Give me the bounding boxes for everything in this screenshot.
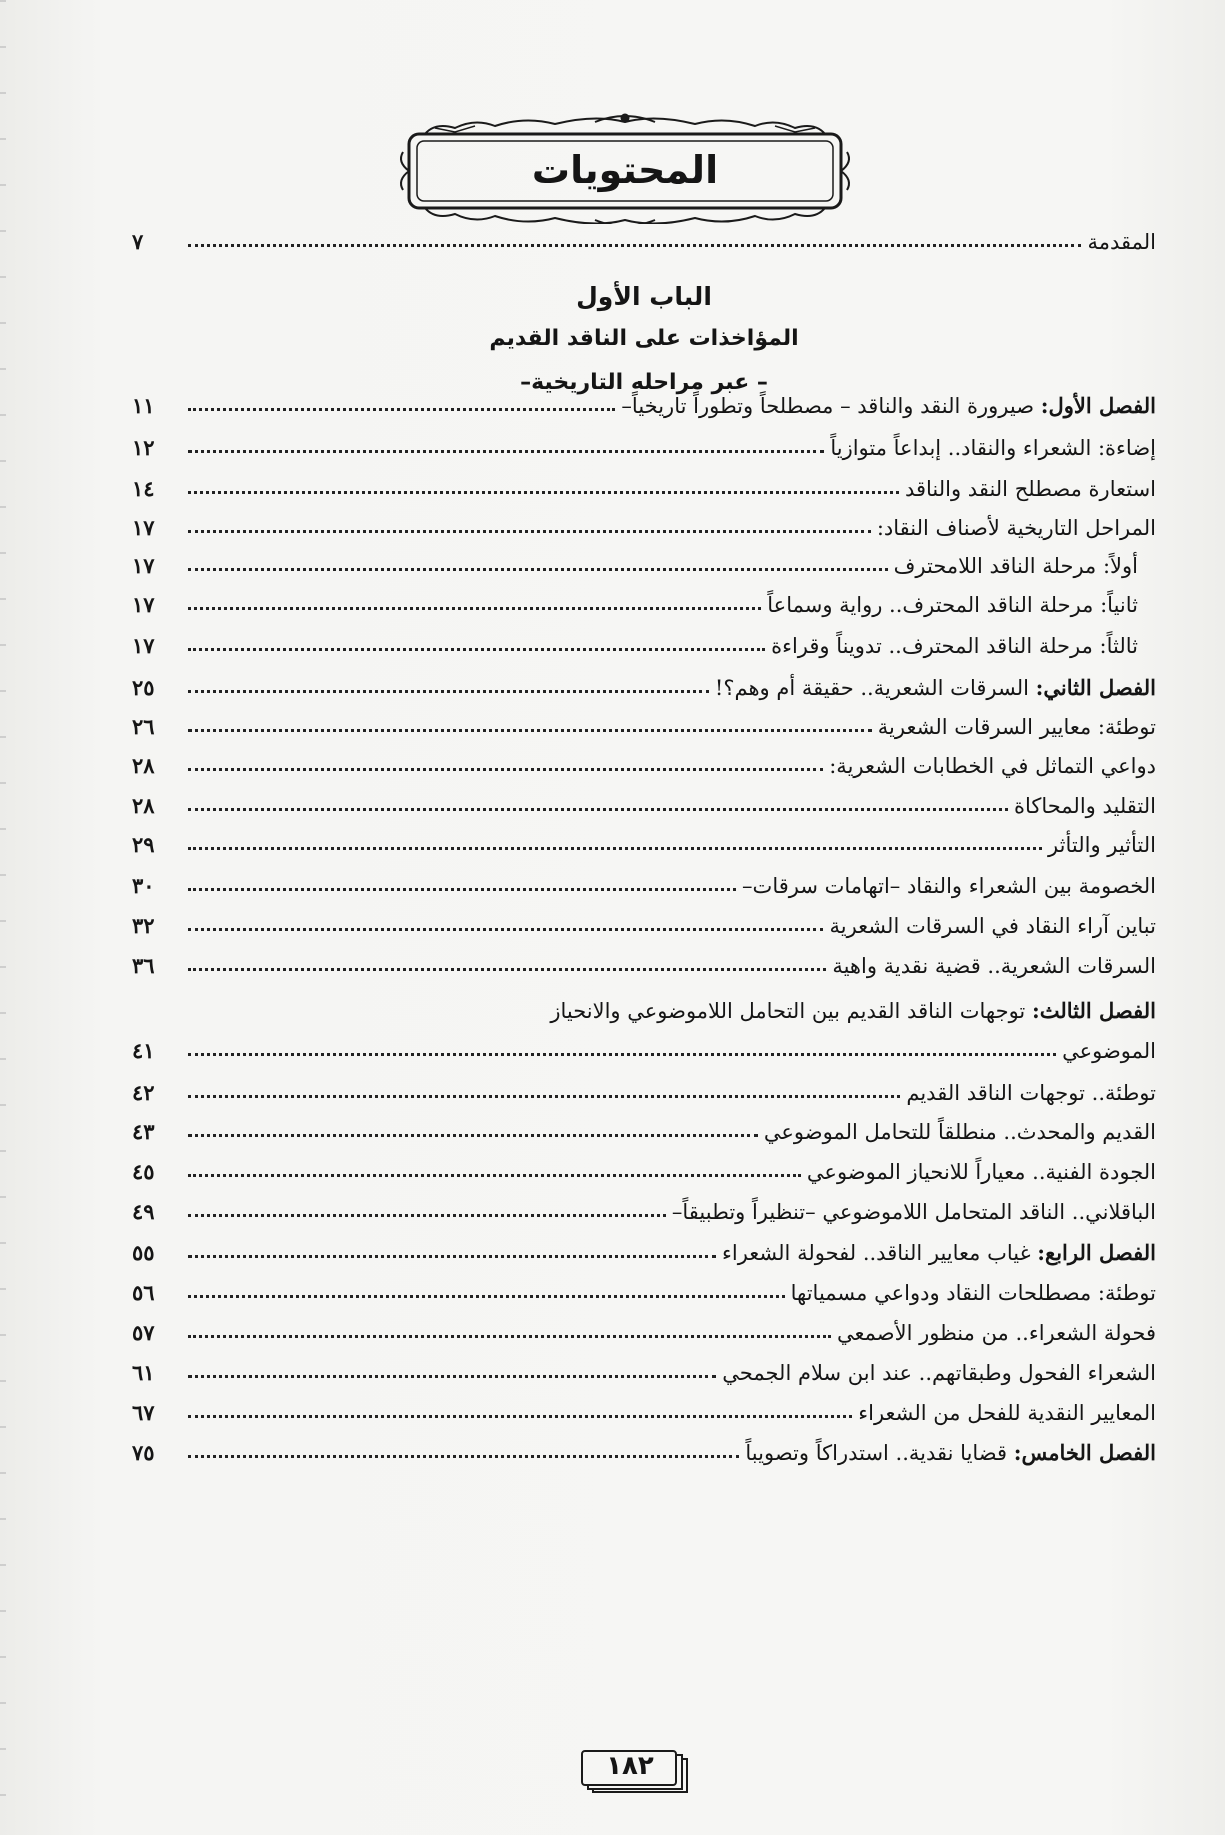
dot-leader [188,491,899,494]
toc-entry-text: ثالثاً: مرحلة الناقد المحترف.. تدويناً وقراءة [771,634,1138,658]
toc-entry-page: ٦١ [132,1360,155,1385]
toc-entry[interactable] [132,1345,1156,1385]
dot-leader [188,847,1042,850]
toc-entry-label [824,436,1156,460]
toc-entry-label [801,1160,1156,1184]
toc-entry-page: ٢٩ [132,832,155,857]
toc-entry-page: ٢٨ [132,793,155,818]
toc-entry-text: استعارة مصطلح النقد والناقد [904,477,1156,501]
toc-entry-label [872,715,1156,739]
toc-entry-text: توطئة: مصطلحات النقاد ودواعي مسمياتها [790,1281,1156,1305]
toc-entry-page: ٧٥ [132,1440,155,1465]
dot-leader [188,648,765,651]
toc-entry[interactable] [132,660,1156,700]
toc-entry-text: غياب معايير الناقد.. لفحولة الشعراء [722,1241,1031,1265]
toc-entry-label [831,1321,1156,1345]
toc-entry[interactable] [132,420,1156,460]
toc-entry[interactable] [132,461,1156,501]
toc-entry-page: ٢٦ [132,714,155,739]
toc-entry-text: فحولة الشعراء.. من منظور الأصمعي [837,1321,1156,1345]
dot-leader [188,1174,801,1177]
toc-entry-text: توطئة: معايير السرقات الشعرية [877,715,1156,739]
toc-entry[interactable] [132,1023,1156,1063]
toc-entry-page: ١٧ [132,515,155,540]
toc-entry-label [852,1401,1156,1425]
part-subheading-era: – عبر مراحله التاريخية– [520,370,768,395]
toc-entry-label: المقدمة [1087,230,1156,254]
toc-entry-page: ١٧ [132,633,155,658]
toc-entry-page: ٥٧ [132,1320,155,1345]
toc-entry-label [758,1120,1156,1144]
toc-entry-text: دواعي التماثل في الخطابات الشعرية: [829,754,1156,778]
toc-entry-text: السرقات الشعرية.. قضية نقدية واهية [832,954,1156,978]
toc-entry-page: ٧ [132,229,144,254]
dot-leader [188,568,888,571]
dot-leader [188,1214,666,1217]
toc-entry-label [739,1440,1156,1465]
chapter-prefix: الفصل الرابع: [1037,1240,1156,1265]
toc-entry[interactable] [132,1225,1156,1265]
toc-entry[interactable] [132,858,1156,898]
toc-entry-page: ٤٩ [132,1199,155,1224]
toc-entry-page: ٥٦ [132,1280,155,1305]
dot-leader [188,1134,758,1137]
toc-entry[interactable] [132,1265,1156,1305]
chapter-prefix: الفصل الثالث: [1031,998,1156,1023]
toc-entry-label [899,477,1156,501]
toc-entry-text: ثانياً: مرحلة الناقد المحترف.. رواية وسماعاً [767,593,1138,617]
toc-entry[interactable] [132,1425,1156,1465]
toc-entry-label [716,1361,1156,1385]
toc-entry[interactable] [132,538,1156,578]
toc-entry-label [761,593,1156,617]
toc-entry-text: صيرورة النقد والناقد – مصطلحاً وتطوراً تاريخياً– [621,394,1035,418]
toc-entry-text: تباين آراء النقاد في السرقات الشعرية [829,914,1156,938]
dot-leader [188,690,709,693]
toc-entry-text: الشعراء الفحول وطبقاتهم.. عند ابن سلام الجمحي [722,1361,1156,1385]
part-heading: الباب الأول [576,282,712,311]
toc-entry-page: ٣٢ [132,913,155,938]
toc-entry-text: الباقلاني.. الناقد المتحامل اللاموضوعي –تنظيراً وتطبيقاً– [671,1200,1156,1224]
toc-entry-label [888,554,1156,578]
toc-entry-text: قضايا نقدية.. استدراكاً وتصويباً [745,1441,1008,1465]
toc-entry-text: التقليد والمحاكاة [1013,794,1156,818]
toc-entry[interactable] [132,1104,1156,1144]
toc-entry-label [1042,833,1156,857]
toc-entry-label [736,874,1156,898]
dot-leader [188,968,826,971]
dot-leader [188,729,872,732]
toc-entry-text: أولاً: مرحلة الناقد اللامحترف [893,554,1138,578]
dot-leader [188,808,1008,811]
toc-entry-page: ٤٢ [132,1080,155,1105]
toc-entry[interactable] [132,817,1156,857]
toc-entry-label [765,634,1156,658]
toc-entry-text: إضاءة: الشعراء والنقاد.. إبداعاً متوازياً [830,436,1156,460]
toc-entry-page: ١٤ [132,476,155,501]
page-number: ١٨٢ [606,1751,654,1781]
toc-entry-text: المعايير النقدية للفحل من الشعراء [858,1401,1156,1425]
toc-entry-text: توطئة.. توجهات الناقد القديم [906,1081,1156,1105]
toc-entry-label [823,754,1156,778]
toc-entry-text: المراحل التاريخية لأصناف النقاد: [876,516,1156,540]
toc-entry-page: ١١ [132,393,155,418]
binding-edge [0,0,6,1835]
chapter-prefix: الفصل الثاني: [1035,675,1156,700]
toc-entry[interactable] [132,898,1156,938]
dot-leader [188,1455,739,1458]
toc-entry-label [716,1240,1156,1265]
toc-entry[interactable] [132,699,1156,739]
dot-leader [188,607,761,610]
chapter-prefix: الفصل الأول: [1040,393,1156,418]
toc-entry-page: ٣٦ [132,953,155,978]
toc-entry[interactable] [132,1305,1156,1345]
dot-leader [188,1095,900,1098]
toc-entry-page: ٤١ [132,1038,155,1063]
toc-entry-label [871,516,1156,540]
toc-entry-page: ٣٠ [132,873,155,898]
dot-leader [188,1255,716,1258]
toc-entry-page: ١٧ [132,592,155,617]
toc-entry[interactable] [132,778,1156,818]
page-number-badge [580,1745,690,1793]
toc-entry-page: ١٢ [132,435,155,460]
dot-leader [188,1415,852,1418]
dot-leader [188,888,736,891]
toc-entry-label [785,1281,1156,1305]
toc-entry-page: ٦٧ [132,1400,155,1425]
page-title: المحتويات [531,148,719,192]
toc-entry-text: السرقات الشعرية.. حقيقة أم وهم؟! [714,676,1029,700]
toc-entry-text: الجودة الفنية.. معياراً للانحياز الموضوعي [806,1160,1156,1184]
dot-leader [188,408,615,411]
dot-leader [188,928,823,931]
toc-entry[interactable] [132,618,1156,658]
toc-entry-label [1056,1039,1156,1063]
dot-leader [188,530,871,533]
toc-entry[interactable] [132,1184,1156,1224]
toc-entry-label [615,393,1156,418]
toc-entry-page: ٢٥ [132,675,155,700]
dot-leader [188,1335,831,1338]
toc-entry-text: القديم والمحدث.. منطلقاً للتحامل الموضوعي [763,1120,1156,1144]
toc-entry-page: ٤٥ [132,1159,155,1184]
toc-entry-page: ٥٥ [132,1240,155,1265]
toc-entry[interactable] [132,1065,1156,1105]
toc-entry-intro[interactable] [132,214,1156,254]
toc-entry[interactable] [132,1144,1156,1184]
dot-leader [188,450,824,453]
toc-entry-label [826,954,1156,978]
toc-entry[interactable] [132,938,1156,978]
dot-leader [188,244,1081,247]
toc-entry-page: ٤٣ [132,1119,155,1144]
toc-entry-label [666,1200,1156,1224]
toc-entry-page: ٢٨ [132,753,155,778]
toc-entry[interactable] [132,500,1156,540]
toc-entry-page: ١٧ [132,553,155,578]
title-cartouche [395,112,855,224]
dot-leader [188,1295,785,1298]
dot-leader [188,1053,1056,1056]
toc-entry-label [544,998,1156,1023]
toc-entry[interactable] [132,378,1156,418]
toc-entry[interactable] [132,983,1156,1023]
toc-entry[interactable] [132,738,1156,778]
toc-entry-text: الموضوعي [1062,1039,1156,1063]
toc-entry-label [1008,794,1156,818]
part-subheading: المؤاخذات على الناقد القديم [489,326,799,351]
toc-entry-text: الخصومة بين الشعراء والنقاد –اتهامات سرقات– [742,874,1156,898]
toc-entry[interactable] [132,577,1156,617]
toc-entry-label [823,914,1156,938]
toc-entry-text: التأثير والتأثر [1048,833,1156,857]
toc-entry-label [709,675,1156,700]
chapter-prefix: الفصل الخامس: [1013,1440,1156,1465]
dot-leader [188,1375,716,1378]
toc-entry[interactable] [132,1385,1156,1425]
dot-leader [188,768,823,771]
toc-entry-label [900,1081,1156,1105]
toc-entry-text: توجهات الناقد القديم بين التحامل اللاموضوعي والانحياز [550,999,1026,1023]
